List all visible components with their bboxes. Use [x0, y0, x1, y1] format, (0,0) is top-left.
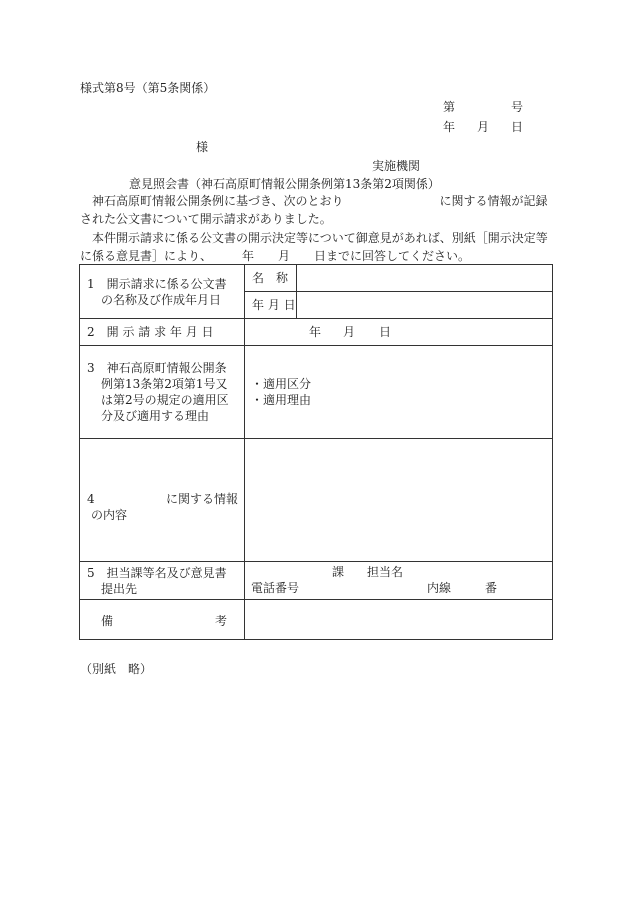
contact-department-value-cell[interactable]	[245, 562, 553, 600]
information-content-label-number: 4	[87, 492, 95, 506]
extension-label: 内線	[427, 581, 452, 595]
classification-item: ・適用区分	[251, 377, 312, 391]
request-date-year: 年	[309, 325, 322, 339]
creation-date-value-cell[interactable]	[297, 292, 553, 319]
issue-date-day: 日	[511, 120, 524, 134]
request-date-day: 日	[379, 325, 392, 339]
request-date-month: 月	[343, 325, 356, 339]
addressee-suffix: 様	[196, 140, 209, 154]
issue-date-year: 年	[443, 120, 456, 134]
document-name-date-label-cell	[80, 265, 245, 319]
document-number-dai: 第	[443, 100, 456, 114]
reason-item: ・適用理由	[251, 393, 312, 407]
department-ka: 課	[332, 565, 345, 579]
information-content-label-suffix: に関する情報	[166, 492, 239, 506]
document-title: 意見照会書（神石高原町情報公開条例第13条第2項関係）	[129, 177, 440, 191]
information-content-label-line2: の内容	[91, 508, 128, 522]
body-paragraph-1	[80, 192, 552, 228]
document-name-date-label: 1 開示請求に係る公文書の名称及び作成年月日	[87, 276, 227, 307]
remarks-label-right: 考	[215, 614, 228, 628]
phone-number-label: 電話番号	[251, 581, 300, 595]
issue-date-month: 月	[477, 120, 490, 134]
person-in-charge-label: 担当名	[367, 565, 404, 579]
name-label-cell	[245, 265, 297, 292]
form-number: 様式第8号（第5条関係）	[80, 81, 216, 95]
information-content-label-cell	[80, 439, 245, 562]
table-row-remarks	[80, 600, 553, 640]
creation-date-label-cell	[245, 292, 297, 319]
request-date-value-cell[interactable]	[245, 319, 553, 346]
table-row-contact-department	[80, 562, 553, 600]
information-content-value-cell[interactable]	[245, 439, 553, 562]
contact-department-label: 5 担当課等名及び意見書提出先	[87, 565, 227, 596]
contact-department-label-cell	[80, 562, 245, 600]
request-date-label-cell	[80, 319, 245, 346]
remarks-label-left: 備	[101, 614, 114, 628]
table-row-document-name	[80, 265, 553, 292]
creation-date-label: 年 月 日	[252, 298, 296, 312]
body-paragraph-2	[80, 229, 552, 265]
request-date-label: 2 開 示 請 求 年 月 日	[87, 325, 214, 339]
extension-ban: 番	[485, 581, 498, 595]
remarks-label-cell	[80, 600, 245, 640]
body-paragraph-1-text: 神石高原町情報公開条例に基づき、次のとおり に関する情報が記録された公文書について開示請求がありました。	[80, 194, 548, 226]
name-label: 名 称	[252, 271, 289, 285]
body-paragraph-2-text: 本件開示請求に係る公文書の開示決定等について御意見があれば、別紙［開示決定等に係る意見書］により、 年 月 日までに回答してください。	[80, 231, 548, 263]
name-value-cell[interactable]	[297, 265, 553, 292]
table-row-information-content	[80, 439, 553, 562]
table-row-applicable-classification	[80, 346, 553, 439]
table-row-request-date	[80, 319, 553, 346]
attachment-note: （別紙 略）	[80, 662, 153, 676]
remarks-value-cell[interactable]	[245, 600, 553, 640]
inquiry-form-table	[79, 264, 553, 640]
issuing-agency: 実施機関	[372, 159, 421, 173]
applicable-classification-label-cell	[80, 346, 245, 439]
document-number-go: 号	[511, 100, 524, 114]
applicable-classification-value-cell[interactable]	[245, 346, 553, 439]
applicable-classification-label: 3 神石高原町情報公開条例第13条第2項第1号又は第2号の規定の適用区分及び適用する理由	[87, 361, 229, 423]
